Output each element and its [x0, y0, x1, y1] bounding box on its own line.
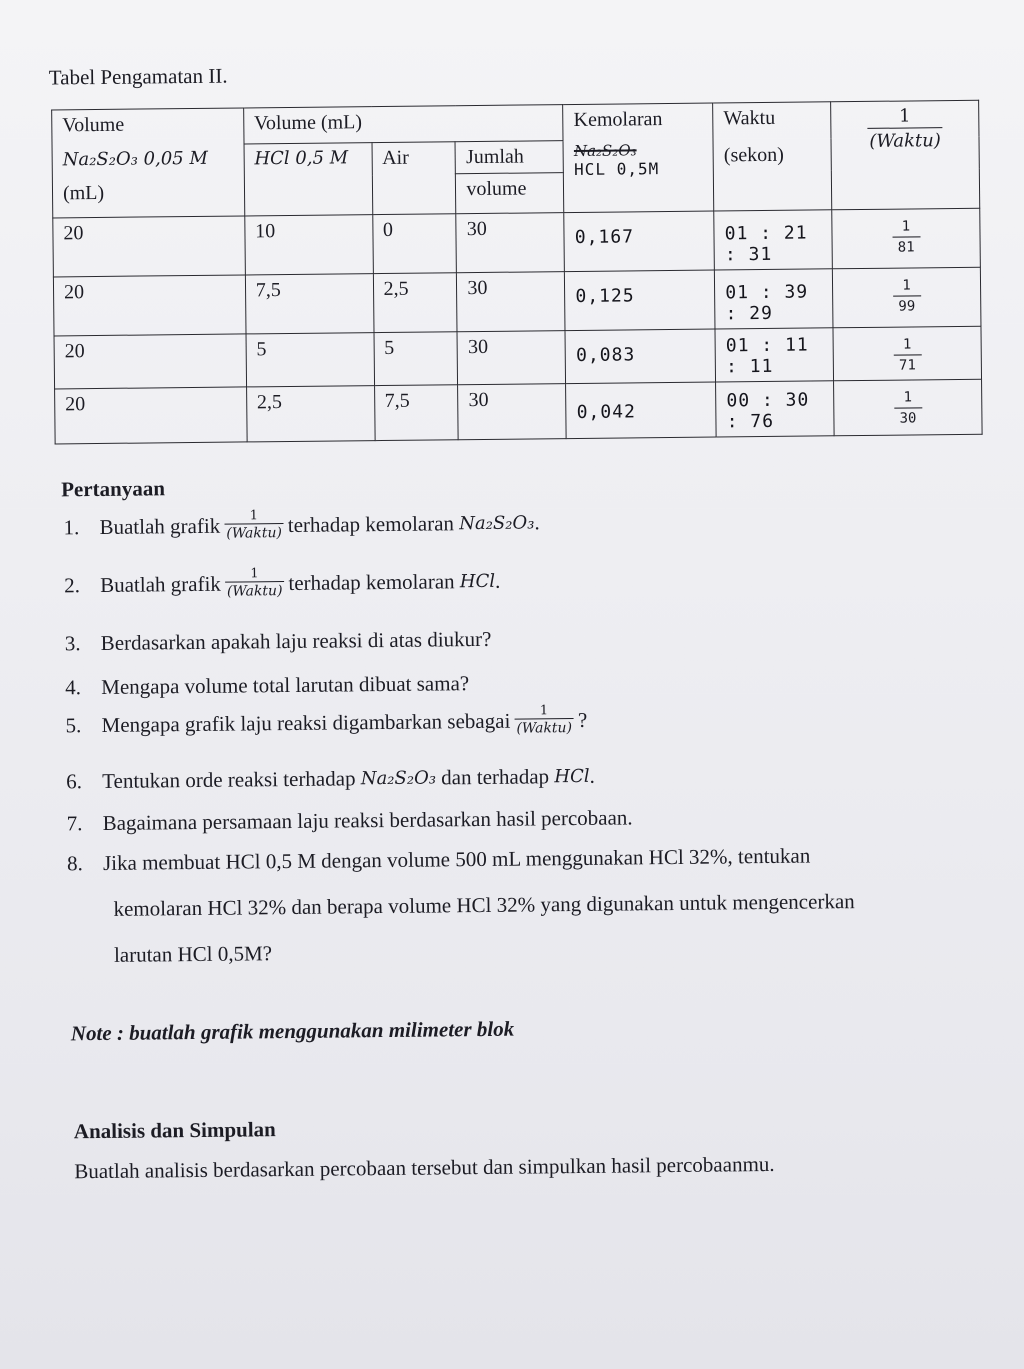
- header-inverse-time: $\frac{1}{\text{(Waktu)}}$: [831, 100, 980, 210]
- table-row: 20 2,5 7,5 30 0,042 00 : 30 : 76 $\frac{1}{30}$: [55, 379, 983, 444]
- header-volume-na: Volume Na₂S₂O₃ 0,05 M (mL): [52, 108, 245, 218]
- table-row: 20 7,5 2,5 30 0,125 01 : 39 : 29 $\frac{1}{99}$: [53, 267, 981, 336]
- header-hcl: HCl 0,5 M: [244, 143, 373, 216]
- header-kemolaran: Kemolaran Na₂S₂O₃ HCL 0,5M: [563, 103, 714, 213]
- header-air: Air: [372, 142, 457, 215]
- note: Note : buatlah grafik menggunakan milimeter blok: [70, 1016, 515, 1046]
- analysis-text: Buatlah analisis berdasarkan percobaan tersebut dan simpulkan hasil percobaanmu.: [74, 1151, 775, 1184]
- observation-table: [51, 100, 982, 445]
- questions-heading: Pertanyaan: [61, 476, 166, 502]
- table-title: Tabel Pengamatan II.: [48, 63, 228, 90]
- header-volume-ml: Volume (mL): [243, 105, 563, 144]
- header-waktu: Waktu (sekon): [713, 102, 832, 211]
- analysis-heading: Analisis dan Simpulan: [73, 1117, 276, 1144]
- question-8-line-2: kemolaran HCl 32% dan berapa volume HCl 32% yang digunakan untuk mengencerkan: [113, 889, 855, 921]
- question-2: 2. Buatlah grafik $\frac{1}{\text{(Waktu)}}$ terhadap kemolaran HCl .: [64, 566, 501, 600]
- header-jumlah: Jumlah: [455, 141, 563, 174]
- header-jumlah-volume: volume: [456, 173, 564, 214]
- question-5: 5. Mengapa grafik laju reaksi digambarkan sebagai $\frac{1}{\text{(Waktu)}}$ ?: [65, 703, 588, 738]
- question-8: 8. Jika membuat HCl 0,5 M dengan volume 500 mL menggunakan HCl 32%, tentukan: [66, 843, 811, 876]
- question-6: 6. Tentukan orde reaksi terhadap Na₂S₂O₃ dan terhadap HCl .: [66, 763, 595, 794]
- question-8-line-3: larutan HCl 0,5M?: [113, 941, 273, 967]
- table-row: 20 5 5 30 0,083 01 : 11 : 11 $\frac{1}{71}$: [54, 326, 982, 389]
- question-4: 4. Mengapa volume total larutan dibuat sama?: [65, 671, 470, 700]
- question-7: 7. Bagaimana persamaan laju reaksi berdasarkan hasil percobaan.: [66, 805, 633, 836]
- question-3: 3. Berdasarkan apakah laju reaksi di atas diukur?: [64, 626, 492, 656]
- table-row: 20 10 0 30 0,167 01 : 21 : 31 $\frac{1}{81}$: [53, 208, 981, 277]
- question-1: 1. Buatlah grafik $\frac{1}{\text{(Waktu)}}$ terhadap kemolaran Na₂S₂O₃ .: [63, 508, 540, 542]
